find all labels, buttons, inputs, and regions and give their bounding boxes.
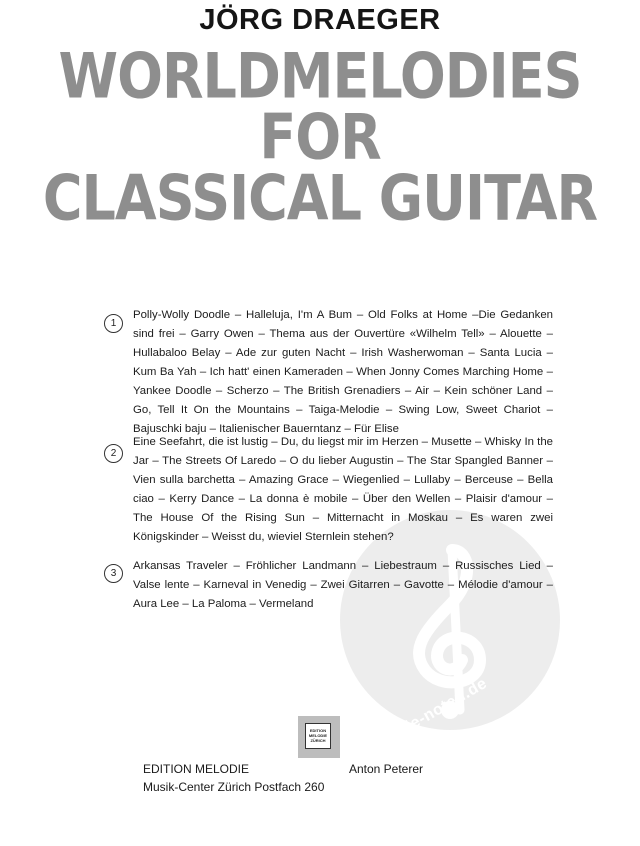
- section-text-3: Arkansas Traveler – Fröhlicher Landmann – Liebestraum – Russisches Lied – Valse lente – Karneval in Venedig – Zwei Gitarren – Gavotte – Mélodie d'amour – Aura Lee – La Paloma – Vermeland: [133, 560, 553, 610]
- publisher-line-2: Musik-Center Zürich Postfach 260: [143, 780, 325, 794]
- section-number-3: 3: [104, 564, 123, 583]
- author-name: JÖRG DRAEGER: [199, 4, 441, 36]
- section-number-1: 1: [104, 314, 123, 333]
- publisher-line-1: [143, 762, 423, 776]
- title-line-2: FOR: [259, 101, 381, 174]
- section-number-2: 2: [104, 444, 123, 463]
- publisher-name: EDITION MELODIE: [143, 762, 250, 776]
- title-line-3: CLASSICAL GUITAR: [42, 162, 598, 235]
- section-text-1: Polly-Wolly Doodle – Halleluja, I'm A Bum – Old Folks at Home –Die Gedanken sind frei – Garry Owen – Thema aus der Ouvertüre «Wilhelm Tell» – Alouette – Hullabaloo Belay – Ade zur guten Nacht – Irish Washerwoman – Santa Lucia – Kum Ba Yah – Ich hatt' einen Kameraden – When Jonny Comes Marching Home – Yankee Doodle – Scherzo – The British Grenadiers – Air – Kein schöner Land – Go, Tell It On the Mountains – Taiga-Melodie – Swing Low, Sweet Chariot – Bajuschki baju – Italienischer Bauerntanz – Für Elise: [133, 309, 553, 435]
- section-text-2: Eine Seefahrt, die ist lustig – Du, du liegst mir im Herzen – Musette – Whisky In the Jar – The Streets Of Laredo – O du lieber Augustin – The Star Spangled Banner – Vien sulla barchetta – Amazing Grace – Wiegenlied – Lullaby – Berceuse – Bella ciao – Kerry Dance – La donna è mobile – Über den Wellen – Plaisir d'amour – The House Of the Rising Sun – Mitternacht in Moskau – Es waren zwei Königskinder – Weisst du, wieviel Sternlein stehen?: [133, 436, 553, 543]
- publisher-owner: Anton Peterer: [348, 762, 423, 776]
- publisher-logo: [298, 716, 340, 758]
- title-line-1: WORLDMELODIES: [58, 40, 582, 113]
- watermark-text: alle-noten.de: [390, 674, 491, 743]
- publisher-logo-text: EDITION MELODIE ZÜRICH: [305, 723, 331, 749]
